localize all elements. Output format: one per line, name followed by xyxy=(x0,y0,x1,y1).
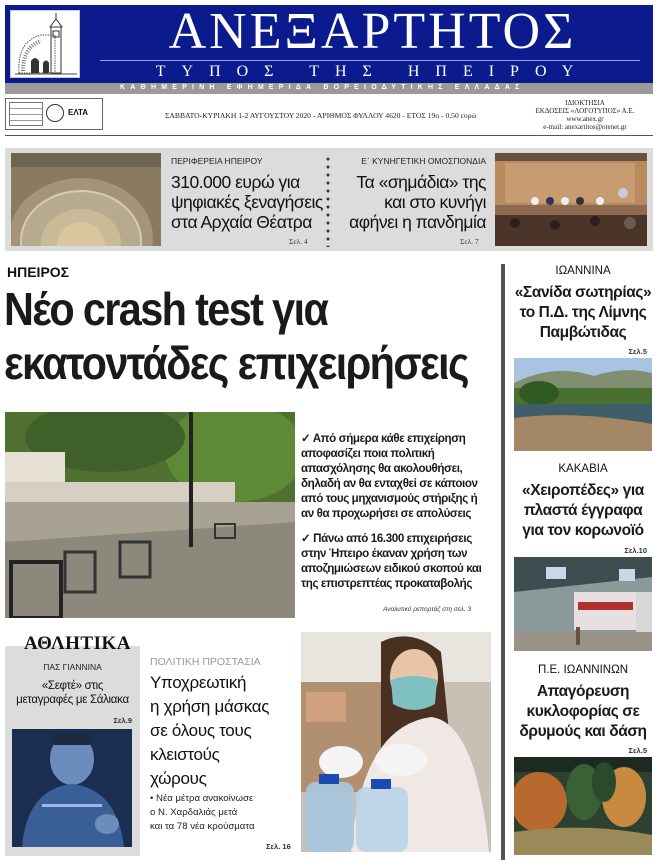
headline-line: κλειστούς xyxy=(150,745,220,764)
teaser-headline[interactable] xyxy=(330,172,486,232)
postage-box xyxy=(9,102,43,126)
elta-logo: ΕΛΤΑ xyxy=(68,108,89,117)
headline-line: «Χειροπέδες» για xyxy=(522,482,644,499)
bullet-line: από τους μηχανισμούς στήριξης ή xyxy=(301,492,478,505)
headline-line: και στο κυνήγι xyxy=(384,192,486,212)
lead-kicker: ΗΠΕΙΡΟΣ xyxy=(7,264,70,280)
autumn-forest-photo[interactable] xyxy=(514,757,652,855)
bullet-line: στην Ήπειρο έκαναν χρήση των xyxy=(301,547,468,560)
ancient-theatre-photo[interactable] xyxy=(11,153,161,246)
column-divider xyxy=(501,264,505,860)
side-kicker: Π.Ε. ΙΩΑΝΝΙΝΩΝ xyxy=(537,664,629,676)
conference-room-photo[interactable] xyxy=(495,153,647,246)
headline-line: δρυμούς και δάση xyxy=(519,723,647,740)
sports-headline[interactable] xyxy=(5,679,140,707)
headline-line: εκατοντάδες επιχειρήσεις xyxy=(4,337,468,389)
headline-line: «Σανίδα σωτηρίας» xyxy=(514,284,652,301)
headline-line: σε όλους τους xyxy=(150,721,252,740)
bullet-line: αν θα προχωρήσει σε απολύσεις xyxy=(301,507,471,520)
woman-mask-photo[interactable] xyxy=(301,632,491,852)
headline-line: 310.000 ευρώ για xyxy=(171,172,300,192)
headline-line: το Π.Δ. της Λίμνης xyxy=(519,304,647,321)
owner-name: ΕΚΔΟΣΕΙΣ «ΛΟΓΟΤΥΠΟΣ» Α.Ε. xyxy=(535,107,635,115)
newspaper-title: ΑΝΕΞΑΡΤΗΤΟΣ xyxy=(168,3,577,60)
football-player-photo[interactable] xyxy=(12,729,132,847)
teaser-headline[interactable] xyxy=(171,172,331,232)
border-trucks-photo[interactable] xyxy=(514,557,652,651)
page-reference: Σελ.5 xyxy=(628,347,647,356)
headline-line: Υποχρεωτική xyxy=(150,673,247,692)
newspaper-subtitle: ΤΥΠΟΣ ΤΗΣ ΗΠΕΙΡΟΥ xyxy=(155,63,590,80)
headline-line: για τον κορωνοϊό xyxy=(522,522,644,539)
church-drawing-icon xyxy=(10,10,80,78)
side-kicker: ΚΑΚΑΒΙΑ xyxy=(558,463,608,475)
postal-badges xyxy=(5,98,103,130)
headline-line: ψηφιακές ξεναγήσεις xyxy=(171,192,323,212)
headline-line: κυκλοφορίας σε xyxy=(526,703,640,720)
mask-story-headline[interactable] xyxy=(150,671,290,791)
side-headline[interactable] xyxy=(512,283,654,343)
lead-headline[interactable] xyxy=(4,282,468,390)
ownership-block xyxy=(520,99,650,131)
bullet-line: αποφασίζει ποια πολιτική xyxy=(301,447,435,460)
owner-title: ΙΔΙΟΚΤΗΣΙΑ xyxy=(565,99,605,107)
bullet-line: απασχόλησης θα ακολουθήσει, xyxy=(301,462,463,475)
page-reference: Σελ. 7 xyxy=(460,237,479,246)
side-headline[interactable] xyxy=(512,481,654,541)
headline-line: στα Αρχαία Θέατρα xyxy=(171,212,312,232)
headline-line: Νέο crash test για xyxy=(4,283,328,335)
bullet-line: και τα 78 νέα κρούσματα xyxy=(150,821,255,832)
headline-line: «Σεφτέ» στις xyxy=(41,680,104,692)
side-kicker: ΙΩΑΝΝΙΝΑ xyxy=(555,265,611,277)
stamp-seal-icon xyxy=(46,104,64,122)
headline-line: πλαστά έγγραφα xyxy=(523,502,643,519)
headline-line: αφήνει η πανδημία xyxy=(349,212,486,232)
issue-info: ΣΑΒΒΑΤΟ-ΚΥΡΙΑΚΗ 1-2 ΑΥΓΟΥΣΤΟΥ 2020 - ΑΡΙΘΜΟΣ ΦΥΛΛΟΥ 4620 - ΕΤΟΣ 19ο - 0,50 ευρώ xyxy=(165,111,477,120)
headline-line: η χρήση μάσκας xyxy=(150,697,270,716)
email-link[interactable]: e-mail: anexartitos@otenet.gr xyxy=(543,123,627,131)
page-reference: Σελ.5 xyxy=(628,746,647,755)
headline-line: Απαγόρευση xyxy=(536,683,630,700)
side-headline[interactable] xyxy=(512,682,654,742)
page-reference: Αναλυτικό ρεπορτάζ στη σελ. 3 xyxy=(383,606,472,613)
page-reference: Σελ.9 xyxy=(113,716,132,725)
bullet-line: αποζημιώσεων ειδικού σκοπού και xyxy=(301,562,482,575)
bullet-line: ο Ν. Χαρδαλιάς μετά xyxy=(150,807,238,818)
bullet-line: ✓ Από σήμερα κάθε επιχείρηση xyxy=(301,432,466,445)
newspaper-tagline: ΚΑΘΗΜΕΡΙΝΗ ΕΦΗΜΕΡΙΔΑ ΒΟΡΕΙΟΔΥΤΙΚΗΣ ΕΛΛΑΔΑΣ xyxy=(120,84,525,91)
mask-story-kicker: ΠΟΛΙΤΙΚΗ ΠΡΟΣΤΑΣΙΑ xyxy=(150,656,261,668)
lead-bullet xyxy=(301,531,501,591)
sports-section-title: ΑΘΛΗΤΙΚΑ xyxy=(24,633,131,654)
bullet-line: της επιστρεπτέας προκαταβολής xyxy=(301,577,472,590)
headline-line: μεταγραφές με Σάλιακα xyxy=(16,694,129,706)
page-reference: Σελ.10 xyxy=(624,546,647,555)
headline-line: χώρους xyxy=(150,769,207,788)
title-divider xyxy=(100,60,640,61)
page-reference: Σελ. 4 xyxy=(289,237,308,246)
sports-kicker: ΠΑΣ ΓΙΑΝΝΙΝΑ xyxy=(43,662,102,672)
mask-story-bullet xyxy=(150,792,295,834)
lead-bullet xyxy=(301,431,501,521)
bullet-line: • Νέα μέτρα ανακοίνωσε xyxy=(150,793,254,804)
lake-photo[interactable] xyxy=(514,358,652,451)
bullet-line: ✓ Πάνω από 16.300 επιχειρήσεις xyxy=(301,532,472,545)
headline-line: Τα «σημάδια» της xyxy=(356,172,486,192)
headline-line: Παμβώτιδας xyxy=(539,324,627,341)
bullet-line: δηλαδή αν θα ενταχθεί σε κάποιον xyxy=(301,477,478,490)
teaser-kicker: ΠΕΡΙΦΕΡΕΙΑ ΗΠΕΙΡΟΥ xyxy=(171,156,263,166)
teaser-kicker: Ε΄ ΚΥΝΗΓΕΤΙΚΗ ΟΜΟΣΠΟΝΔΙΑ xyxy=(361,156,486,166)
page-reference: Σελ. 16 xyxy=(266,842,291,851)
cafe-square-photo[interactable] xyxy=(5,412,295,618)
info-divider xyxy=(5,135,653,136)
website-link[interactable]: www.anex.gr xyxy=(566,115,604,123)
